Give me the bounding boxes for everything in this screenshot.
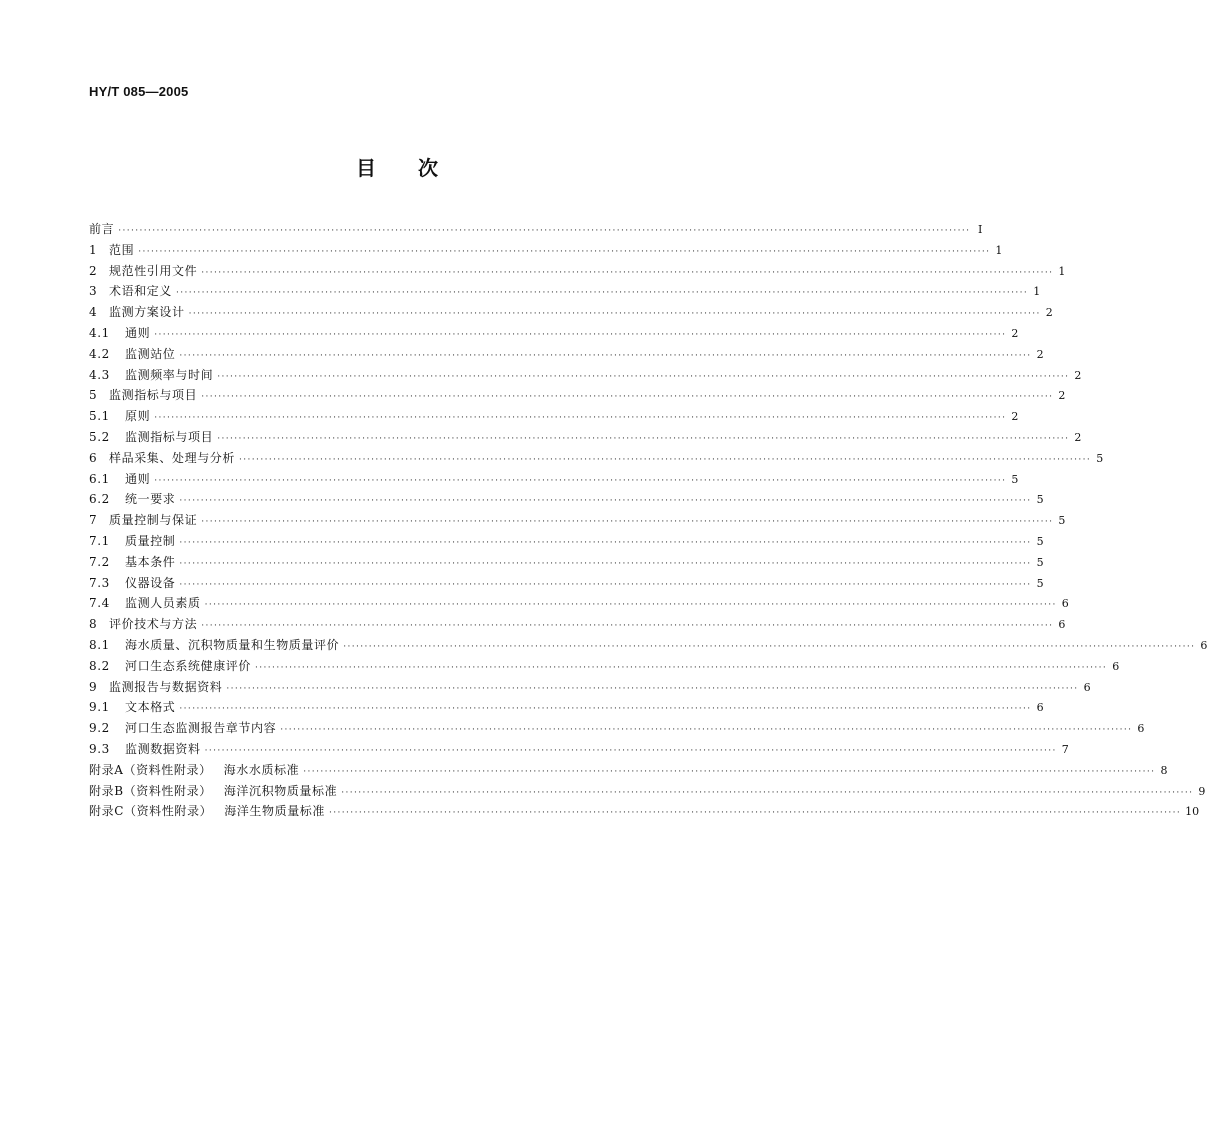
toc-entry-label [89,489,175,510]
toc-entry-page: 1 [995,243,1003,257]
toc-entry-page: I [978,223,983,236]
toc-dot-leader: ········································································································································································································ [255,662,1108,673]
toc-entry[interactable] [89,469,1019,490]
toc-dot-leader: ········································································································································································································ [138,246,991,257]
toc-entry[interactable] [89,489,1044,510]
toc-entry-number: 6.1 [89,471,110,486]
toc-entry-number: 9.3 [89,741,110,756]
toc-entry-page: 6 [1200,638,1207,652]
toc-entry-label [89,323,150,344]
toc-entry-title: 术语和定义 [109,284,173,299]
toc-dot-leader: ········································································································································································································ [341,787,1194,798]
toc-entry-number: 7.1 [89,533,110,548]
toc-entry[interactable] [89,781,1206,802]
toc-entry-page: 7 [1061,742,1069,756]
toc-entry-label [89,614,197,635]
toc-entry[interactable] [89,718,1145,739]
toc-entry[interactable] [89,427,1082,448]
toc-entry[interactable] [89,573,1044,594]
toc-entry[interactable] [89,510,1066,531]
toc-entry-label [89,552,175,573]
toc-entry[interactable] [89,739,1069,760]
toc-dot-leader: ········································································································································································································ [179,558,1032,569]
toc-entry[interactable] [89,614,1066,635]
toc-entry-title: 海洋生物质量标准 [224,804,325,819]
toc-dot-leader: ········································································································································································································ [204,745,1057,756]
toc-entry-page: 5 [1096,451,1104,465]
toc-dot-leader: ········································································································································································································ [179,496,1032,507]
toc-dot-leader: ········································································································································································································ [154,475,1007,486]
toc-entry-label [89,718,276,739]
toc-entry-page: 6 [1137,722,1145,736]
toc-entry-number: 9.1 [89,700,110,715]
toc-entry-label [89,739,201,760]
toc-dot-leader: ········································································································································································································ [201,267,1054,278]
toc-dot-leader: ········································································································································································································ [179,350,1032,361]
toc-entry[interactable] [89,302,1053,323]
toc-entry-label [89,281,172,302]
toc-entry-page: 2 [1045,306,1053,320]
toc-entry-label [89,781,337,802]
toc-entry-title: 监测指标与项目 [109,388,198,403]
document-code: HY/T 085—2005 [89,84,189,99]
toc-entry-title: 通则 [125,471,151,486]
toc-entry-title: 河口生态监测报告章节内容 [125,721,277,736]
toc-entry-label [89,240,134,261]
toc-entry-label [89,635,339,656]
toc-entry-label [89,656,251,677]
toc-entry[interactable] [89,365,1082,386]
toc-dot-leader: ········································································································································································································ [176,288,1029,299]
toc-dot-leader: ········································································································································································································ [280,725,1133,736]
toc-entry-title: 文本格式 [125,700,176,715]
toc-entry-page: 6 [1112,659,1120,673]
toc-entry-number: 3 [89,284,98,299]
toc-entry-page: 6 [1036,701,1044,715]
toc-entry-title: 监测数据资料 [125,741,201,756]
toc-entry-number: 7.3 [89,575,110,590]
toc-entry[interactable] [89,552,1044,573]
toc-entry-title: 监测人员素质 [125,596,201,611]
toc-entry-label [89,385,197,406]
toc-entry-page: 1 [1058,264,1066,278]
toc-dot-leader: ········································································································································································································ [118,226,971,236]
toc-entry-page: 6 [1083,680,1091,694]
toc-entry-label [89,760,299,781]
toc-entry-label [89,427,213,448]
toc-entry-number: 8.1 [89,637,110,652]
toc-entry[interactable] [89,697,1044,718]
toc-dot-leader: ········································································································································································································ [179,704,1032,715]
toc-dot-leader: ········································································································································································································ [217,433,1070,444]
toc-entry-page: 10 [1185,805,1200,819]
toc-entry-number: 8.2 [89,658,110,673]
toc-entry-title: 规范性引用文件 [109,263,198,278]
toc-dot-leader: ········································································································································································································ [201,517,1054,528]
toc-dot-leader: ········································································································································································································ [179,579,1032,590]
toc-entry-label [89,677,222,698]
toc-dot-leader: ········································································································································································································ [204,600,1057,611]
toc-entry-page: 6 [1058,618,1066,632]
toc-entry-number: 4.2 [89,346,110,361]
toc-entry-number: 4.1 [89,325,110,340]
toc-entry-title: 海水质量、沉积物质量和生物质量评价 [125,637,340,652]
toc-entry-title: 监测站位 [125,346,176,361]
toc-entry-number: 7 [89,513,98,528]
toc-entry-label [89,469,150,490]
toc-entry-page: 8 [1160,763,1168,777]
toc-entry-label [89,593,201,614]
toc-entry-label [89,406,150,427]
toc-entry-title: 监测报告与数据资料 [109,679,223,694]
toc-entry[interactable] [89,240,1003,261]
toc-dot-leader: ········································································································································································································ [154,329,1007,340]
toc-entry-title: 河口生态系统健康评价 [125,658,252,673]
toc-dot-leader: ········································································································································································································ [179,537,1032,548]
toc-entry[interactable] [89,760,1168,781]
toc-entry[interactable] [89,344,1044,365]
toc-entry-title: 通则 [125,325,151,340]
toc-entry[interactable] [89,635,1207,656]
toc-entry-title: 监测方案设计 [109,305,185,320]
toc-dot-leader: ········································································································································································································ [154,413,1007,424]
toc-entry[interactable] [89,593,1069,614]
toc-entry-page: 9 [1198,784,1206,798]
toc-entry-number: 9.2 [89,721,110,736]
toc-entry-page: 5 [1036,534,1044,548]
toc-entry-label [89,261,197,282]
toc-entry-number: 8 [89,617,98,632]
toc-dot-leader: ········································································································································································································ [329,808,1182,819]
toc-entry[interactable] [89,801,1200,822]
toc-entry-number: 5.2 [89,429,110,444]
toc-entry-title: 样品采集、处理与分析 [109,450,236,465]
toc-entry-page: 1 [1033,285,1041,299]
toc-entry-label [89,510,197,531]
toc-entry-title: 仪器设备 [125,575,176,590]
toc-entry-page: 5 [1036,493,1044,507]
toc-entry-label [89,219,114,240]
toc-entry-number: 附录B（资料性附录） [89,783,212,798]
toc-entry-page: 6 [1061,597,1069,611]
toc-dot-leader: ········································································································································································································ [239,454,1092,465]
toc-entry[interactable] [89,385,1066,406]
toc-entry-number: 2 [89,263,98,278]
toc-entry[interactable] [89,448,1104,469]
toc-entry-title: 海水水质标准 [223,762,300,777]
toc-entry-number: 附录A（资料性附录） [89,762,212,777]
toc-entry-title: 前言 [89,222,115,236]
toc-entry-label [89,302,185,323]
toc-entry-page: 2 [1036,347,1044,361]
toc-entry-title: 质量控制 [125,533,176,548]
toc-entry-page: 2 [1011,326,1019,340]
table-of-contents [89,219,1207,822]
toc-entry-page: 2 [1074,430,1082,444]
toc-entry-number: 4.3 [89,367,110,382]
toc-entry-title: 质量控制与保证 [109,513,198,528]
toc-entry-number: 7.2 [89,554,110,569]
toc-dot-leader: ········································································································································································································ [343,641,1196,652]
page-title: 目次 [356,156,480,180]
toc-entry[interactable] [89,219,983,240]
toc-entry[interactable] [89,656,1120,677]
toc-entry[interactable] [89,677,1091,698]
toc-entry-title: 监测指标与项目 [125,429,214,444]
toc-entry[interactable] [89,323,1019,344]
toc-dot-leader: ········································································································································································································ [217,371,1070,382]
toc-entry[interactable] [89,281,1041,302]
toc-entry-page: 5 [1011,472,1019,486]
toc-entry-page: 5 [1058,514,1066,528]
toc-entry-number: 4 [89,305,98,320]
toc-entry-page: 2 [1058,389,1066,403]
toc-entry-title: 监测频率与时间 [125,367,214,382]
toc-entry-page: 2 [1011,410,1019,424]
toc-entry-label [89,573,175,594]
toc-entry-title: 统一要求 [125,492,176,507]
toc-entry-title: 评价技术与方法 [109,617,198,632]
toc-dot-leader: ········································································································································································································ [201,621,1054,632]
toc-entry-page: 5 [1036,576,1044,590]
toc-entry-number: 6 [89,450,98,465]
toc-entry-number: 6.2 [89,492,110,507]
toc-entry-number: 7.4 [89,596,110,611]
toc-entry[interactable] [89,406,1019,427]
toc-entry-label [89,365,213,386]
toc-entry-label [89,531,175,552]
toc-entry[interactable] [89,261,1066,282]
toc-dot-leader: ········································································································································································································ [201,392,1054,403]
toc-dot-leader: ········································································································································································································ [226,683,1079,694]
toc-entry-number: 5 [89,388,98,403]
toc-dot-leader: ········································································································································································································ [188,309,1041,320]
toc-entry-number: 9 [89,679,98,694]
toc-entry-label [89,801,325,822]
toc-entry-label [89,697,175,718]
toc-entry-title: 基本条件 [125,554,176,569]
toc-entry-number: 附录C（资料性附录） [89,804,213,819]
toc-entry-page: 5 [1036,555,1044,569]
toc-entry-label [89,448,235,469]
toc-entry-title: 海洋沉积物质量标准 [223,783,338,798]
toc-entry-page: 2 [1074,368,1082,382]
toc-entry[interactable] [89,531,1044,552]
toc-entry-title: 范围 [109,242,135,257]
toc-entry-label [89,344,175,365]
toc-entry-number: 1 [89,242,98,257]
toc-entry-title: 原则 [125,409,151,424]
toc-entry-number: 5.1 [89,409,110,424]
toc-dot-leader: ········································································································································································································ [303,766,1156,777]
